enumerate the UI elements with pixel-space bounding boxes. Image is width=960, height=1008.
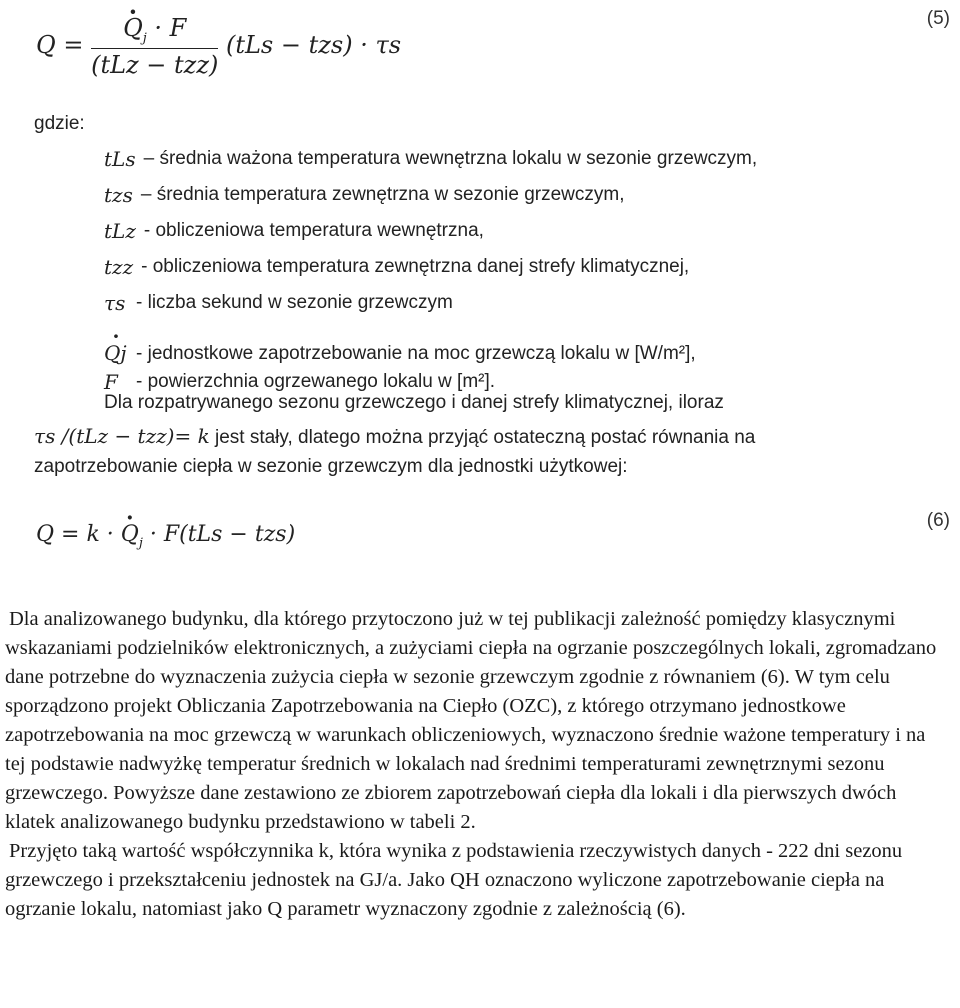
- definition-symbol: · Qj: [104, 341, 128, 365]
- eq5-denominator: (tLz − tzz): [91, 51, 219, 79]
- gdzie-label: gdzie:: [34, 113, 85, 134]
- paragraph: Przyjęto taką wartość współczynnika k, która wynika z podstawienia rzeczywistych danych - 222 dni sezonu grzewczego i przekształceniu jednostek na GJ/a. Jako QH oznaczono wyliczone zapotrzebowanie ciepła na ogrzanie lokalu, natomiast jako Q parametr wyznaczony zgodnie z zależnością (6).: [5, 840, 903, 920]
- eq6-lhs: Q = k ·: [36, 522, 114, 547]
- definition-text: - jednostkowe zapotrzebowanie na moc grzewczą lokalu w [W/m²],: [136, 343, 696, 364]
- definition-symbol: tzs: [104, 183, 133, 207]
- definition-text: - obliczeniowa temperatura zewnętrzna danej strefy klimatycznej,: [141, 256, 690, 277]
- eq6-rhs: · F(tLs − tzs): [149, 522, 296, 547]
- definition-row: [104, 213, 894, 249]
- definition-symbol: tzz: [104, 255, 134, 279]
- eq6-q-dot: · Q: [121, 522, 139, 547]
- definition-row: [104, 141, 894, 177]
- eq5-numerator-rest: · F: [154, 14, 187, 42]
- ratio-intro-line: Dla rozpatrywanego sezonu grzewczego i danej strefy klimatycznej, iloraz: [104, 392, 724, 413]
- ratio-line: [34, 424, 755, 449]
- definition-symbol: τs: [104, 291, 126, 315]
- definition-text: – średnia temperatura zewnętrzna w sezonie grzewczym,: [140, 184, 625, 205]
- definition-symbol: tLs: [104, 147, 136, 171]
- definitions-list: [104, 141, 894, 397]
- ratio-text: jest stały, dlatego można przyjąć ostateczną postać równania na: [214, 427, 756, 448]
- definition-row: [104, 321, 894, 367]
- equation-5: Q = · $\frac{Q_j \cdot F}{\text{(tLz − tzz)}}$ (tLs − tzs) · τs: [36, 14, 401, 79]
- body-text: [5, 605, 950, 924]
- definition-text: – średnia ważona temperatura wewnętrzna lokalu w sezonie grzewczym,: [143, 148, 758, 169]
- equation-6-number: (6): [926, 510, 950, 531]
- eq5-q-dot: · Q: [123, 14, 143, 42]
- conclusion-line: zapotrzebowanie ciepła w sezonie grzewczym dla jednostki użytkowej:: [34, 456, 628, 477]
- eq5-lhs: Q: [36, 31, 56, 59]
- eq5-rhs: (tLs − tzs) · τs: [225, 31, 402, 59]
- definition-row: [104, 177, 894, 213]
- definition-text: - powierzchnia ogrzewanego lokalu w [m²].: [136, 371, 496, 392]
- paragraph: Dla analizowanego budynku, dla którego przytoczono już w tej publikacji zależność pomiędzy klasycznymi wskazaniami podzielników elektronicznych, a zużyciami ciepła na ogrzanie poszczególnych lokali, zgromadzano dane potrzebne do wyznaczenia zużycia ciepła w sezonie grzewczym zgodnie z równaniem (6). W tym celu sporządzono projekt Obliczania Zapotrzebowania na Ciepło (OZC), z którego otrzymano jednostkowe zapotrzebowania na moc grzewczą w warunkach obliczeniowych, wyznaczono średnie ważone temperatury i na tej podstawie nadwyżkę temperatur średnich w lokalach nad średnimi temperaturami zewnętrznymi sezonu grzewczego. Powyższe dane zestawiono ze zbiorem zapotrzebowań ciepła dla lokali i dla pierwszych dwóch klatek analizowanego budynku przedstawiono w tabeli 2.: [5, 608, 937, 833]
- eq5-fraction: · $\frac{Q_j \cdot F}{\text{(tLz − tzz)}}$: [91, 14, 218, 79]
- definition-symbol: tLz: [104, 219, 136, 243]
- definition-text: - liczba sekund w sezonie grzewczym: [136, 292, 453, 313]
- ratio-expression: τs /(tLz − tzz)= k: [34, 424, 210, 448]
- equation-6: Q = k · · $Q_j \cdot F(tLs - tzs)$: [36, 522, 295, 551]
- definition-symbol: F: [104, 370, 118, 394]
- definition-row: [104, 249, 894, 285]
- definition-row: [104, 285, 894, 321]
- equation-5-number: (5): [926, 8, 950, 29]
- definition-text: - obliczeniowa temperatura wewnętrzna,: [143, 220, 484, 241]
